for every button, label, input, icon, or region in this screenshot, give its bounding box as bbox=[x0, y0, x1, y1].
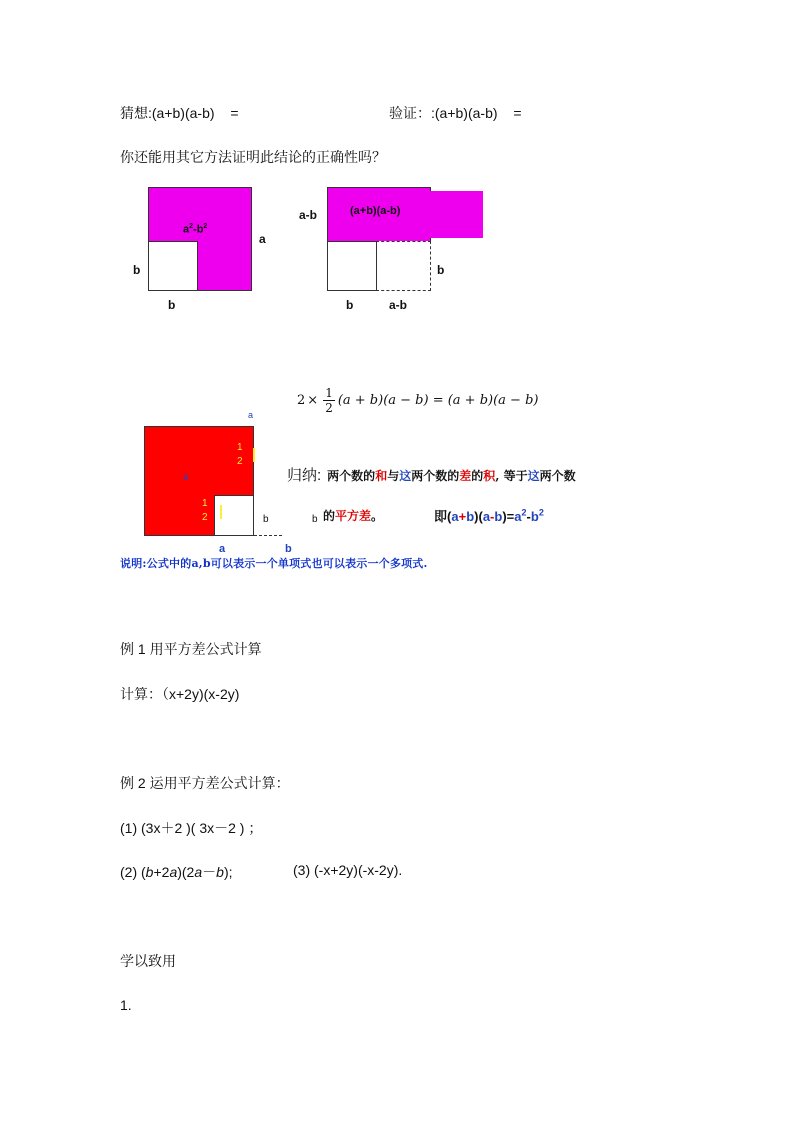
dashed-right bbox=[253, 426, 254, 536]
example2-q2: (2) (b+2a)(2a－b); bbox=[120, 864, 233, 880]
example1-title: 例 1 用平方差公式计算 bbox=[120, 641, 262, 657]
formula: 2 × $\frac{1}{2}$ (a + b)(a − b) = (a + b)(a − b) bbox=[297, 386, 539, 415]
question-text: 你还能用其它方法证明此结论的正确性吗？ bbox=[120, 149, 386, 165]
side-label-b-bottom2: b bbox=[346, 298, 354, 312]
label-a-inner: a bbox=[183, 472, 189, 483]
summary-label: 归纳: bbox=[287, 467, 322, 484]
summary-line: 归纳: 两个数的 和 与 这 两个数的 差 的 积 , 等于 这 两个数 bbox=[287, 464, 576, 485]
apply-title: 学以致用 bbox=[120, 953, 176, 969]
side-label-b-right: b bbox=[437, 263, 445, 277]
example1-task: 计算：（x+2y)(x-2y) bbox=[120, 686, 240, 702]
strip-label: (a+b)(a-b) bbox=[350, 205, 401, 217]
label-b-right: b bbox=[263, 514, 269, 525]
half-label-2: 1 2 bbox=[202, 498, 208, 523]
example2-q1: (1) (3x＋2 )( 3x－2 ) ； bbox=[120, 820, 263, 836]
guess-label: 猜想:(a+b)(a-b) bbox=[120, 105, 215, 121]
note-text: 说明:公式中的a,b可以表示一个单项式也可以表示一个多项式. bbox=[120, 557, 428, 570]
square-b bbox=[327, 241, 377, 291]
verify-label: 验证：:(a+b)(a-b) bbox=[389, 105, 498, 121]
label-b-mid: b bbox=[312, 514, 318, 525]
half-label-1: 1 2 bbox=[237, 442, 243, 467]
apply-item-1: 1. bbox=[120, 997, 132, 1013]
moved-strip bbox=[430, 191, 483, 238]
yellow-mark-2 bbox=[220, 505, 222, 519]
verify-line bbox=[389, 103, 522, 123]
example2-title: 例 2 运用平方差公式计算： bbox=[120, 775, 290, 791]
dashed-bottom bbox=[214, 535, 282, 536]
side-label-b-left: b bbox=[133, 263, 141, 277]
guess-equals: = bbox=[230, 105, 239, 121]
dashed-rect bbox=[376, 241, 431, 291]
yellow-mark-1 bbox=[253, 448, 255, 462]
inner-square-b bbox=[148, 241, 198, 291]
side-label-b-bottom: b bbox=[168, 298, 176, 312]
formula-fraction: $\frac{1}{2}$ bbox=[325, 386, 333, 415]
label-a-top: a bbox=[248, 410, 254, 420]
verify-equals: = bbox=[513, 105, 522, 121]
summary-line-2: 的 平方差 。 bbox=[323, 509, 384, 523]
summary-formula: 即$(a+b)(a-b)=a^2-b^2$ bbox=[434, 507, 544, 524]
side-label-a-minus-b-bottom: a-b bbox=[389, 298, 407, 312]
side-label-a-minus-b-left: a-b bbox=[299, 208, 317, 222]
label-a-bottom: a bbox=[219, 543, 226, 555]
example2-q3: (3) (-x+2y)(-x-2y). bbox=[293, 862, 403, 878]
label-b-bottom: b bbox=[285, 543, 292, 555]
area-label-a2-b2: $a^2-b^2$ bbox=[183, 223, 208, 236]
guess-line bbox=[120, 103, 239, 123]
side-label-a: a bbox=[259, 232, 266, 246]
